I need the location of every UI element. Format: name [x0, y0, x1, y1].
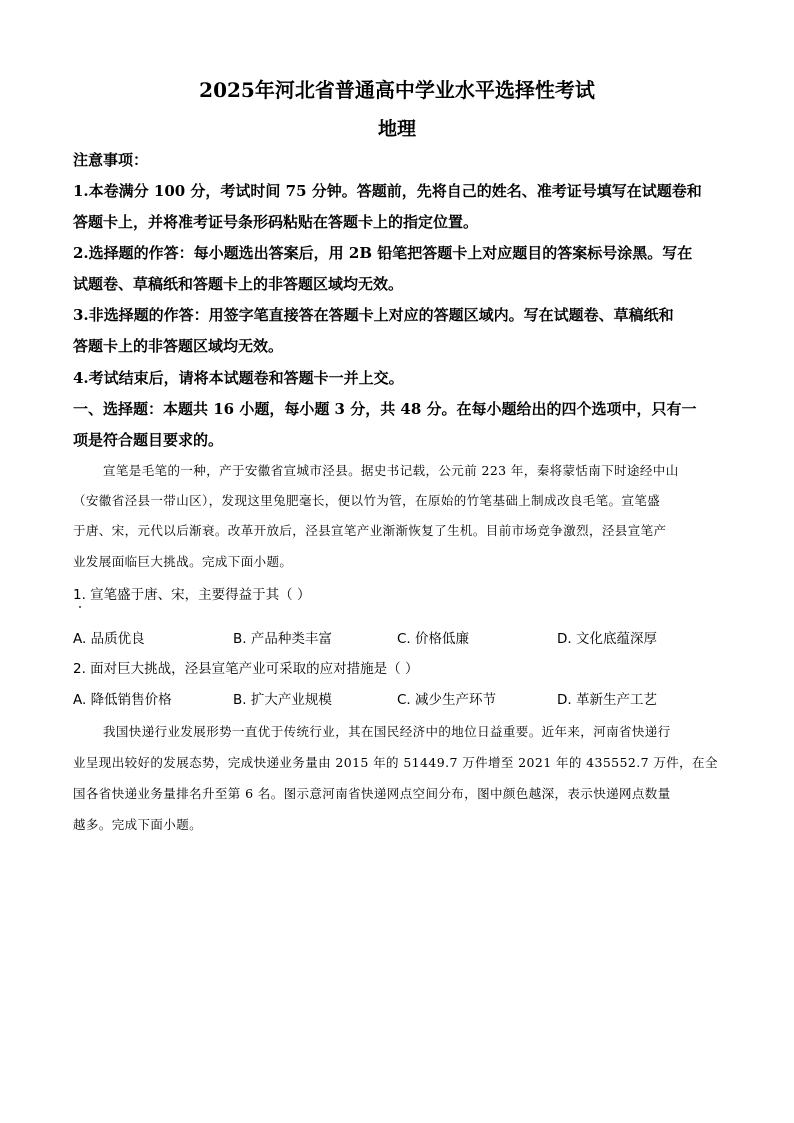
exam-title: 2025年河北省普通高中学业水平选择性考试 [199, 78, 595, 102]
notice-heading: 注意事项： [73, 151, 149, 169]
notice-line: 答题卡上的非答题区域均无效。 [73, 337, 284, 355]
notice-line: 4.考试结束后，请将本试题卷和答题卡一并上交。 [73, 369, 404, 387]
section-heading: 项是符合题目要求的。 [73, 431, 224, 449]
q1-option-b: B. 产品种类丰富 [233, 631, 332, 647]
q2-option-c: C. 减少生产环节 [397, 692, 497, 708]
q1-option-a: A. 品质优良 [73, 631, 145, 647]
passage-line: 于唐、宋，元代以后渐衰。改革开放后，泾县宣笔产业渐渐恢复了生机。目前市场竞争激烈，泾县宣笔产 [73, 523, 667, 538]
question-1-stem: 1. 宣笔盛于唐、宋，主要得益于其（ ） [73, 587, 311, 603]
q2-option-d: D. 革新生产工艺 [557, 692, 657, 708]
notice-line: 答题卡上，并将准考证号条形码粘贴在答题卡上的指定位置。 [73, 213, 479, 231]
q1-option-d: D. 文化底蕴深厚 [557, 631, 657, 647]
passage-line: 业呈现出较好的发展态势，完成快递业务量由 2015 年的 51449.7 万件增至 2021 年的 435552.7 万件，在全 [73, 755, 718, 770]
notice-line: 2.选择题的作答：每小题选出答案后，用 2B 铅笔把答题卡上对应题目的答案标号涂黑。写在 [73, 244, 693, 262]
passage-line: 国各省快递业务量排名升至第 6 名。图示意河南省快递网点空间分布，图中颜色越深，表示快递网点数量 [73, 786, 671, 801]
passage-line: 业发展面临巨大挑战。完成下面小题。 [73, 554, 293, 569]
passage-line: 越多。完成下面小题。 [73, 817, 203, 832]
stray-mark [79, 606, 81, 608]
passage-line: 我国快递行业发展形势一直优于传统行业，其在国民经济中的地位日益重要。近年来，河南省快递行 [103, 724, 671, 739]
subject-title: 地理 [377, 118, 416, 140]
q1-option-c: C. 价格低廉 [397, 631, 470, 647]
notice-line: 3.非选择题的作答：用签字笔直接答在答题卡上对应的答题区域内。写在试题卷、草稿纸和 [73, 306, 674, 324]
q2-option-a: A. 降低销售价格 [73, 692, 172, 708]
section-heading: 一、选择题：本题共 16 小题，每小题 3 分，共 48 分。在每小题给出的四个选项中，只有一 [73, 400, 697, 418]
question-2-stem: 2. 面对巨大挑战，泾县宣笔产业可采取的应对措施是（ ） [73, 661, 419, 677]
notice-line: 1.本卷满分 100 分，考试时间 75 分钟。答题前，先将自己的姓名、准考证号填写在试题卷和 [73, 182, 702, 200]
notice-line: 试题卷、草稿纸和答题卡上的非答题区域均无效。 [73, 275, 404, 293]
passage-line: （安徽省泾县一带山区），发现这里兔肥毫长，便以竹为管，在原始的竹笔基础上制成改良毛笔。宣笔盛 [73, 493, 661, 508]
passage-line: 宣笔是毛笔的一种，产于安徽省宣城市泾县。据史书记载，公元前 223 年，秦将蒙恬南下时途经中山 [103, 463, 679, 478]
q2-option-b: B. 扩大产业规模 [233, 692, 332, 708]
